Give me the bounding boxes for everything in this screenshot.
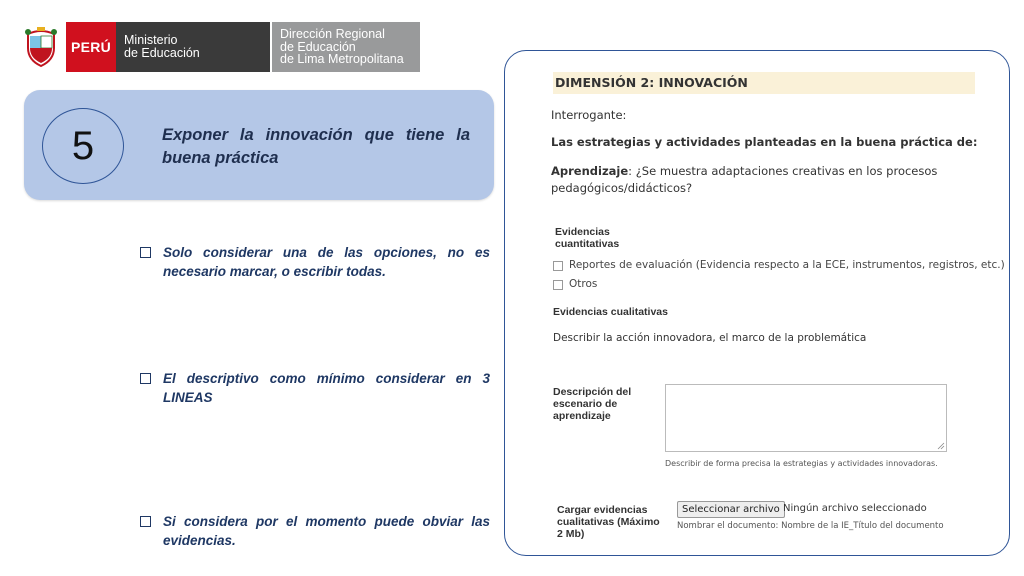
coat-of-arms-icon [22, 26, 60, 68]
aprendizaje-text: : ¿Se muestra adaptaciones creativas en los procesos [628, 164, 938, 178]
file-hint: Nombrar el documento: Nombre de la IE_Título del documento [677, 521, 944, 531]
form-screenshot-panel [504, 50, 1010, 556]
dre-line-1: Dirección Regional [280, 27, 385, 42]
aprendizaje-label: Aprendizaje [551, 164, 629, 178]
descripcion-line-1: Descripción del [553, 386, 632, 398]
dre-name [272, 22, 420, 72]
descripcion-line-3: aprendizaje [553, 410, 611, 422]
textarea-hint: Describir de forma precisa la estrategias y actividades innovadoras. [665, 459, 938, 468]
checkbox-bullet-icon [140, 373, 151, 384]
strategies-text: Las estrategias y actividades planteadas en la buena práctica de: [551, 135, 978, 149]
cargar-line-1: Cargar evidencias [557, 504, 648, 516]
descripcion-line-2: escenario de [553, 398, 618, 410]
dre-line-2: de Educación [280, 39, 356, 54]
file-status: Ningún archivo seleccionado [783, 503, 927, 514]
dimension-title: DIMENSIÓN 2: INNOVACIÓN [553, 72, 975, 94]
otros-checkbox-label: Otros [569, 278, 598, 290]
cargar-line-2: cualitativas (Máximo [557, 516, 660, 528]
bullet-text: Solo considerar una de las opciones, no es necesario marcar, o escribir todas. [163, 245, 490, 279]
ministry-line-2: de Educación [124, 46, 200, 60]
cargar-line-3: 2 Mb) [557, 528, 585, 540]
reportes-checkbox[interactable] [553, 261, 563, 271]
select-file-button[interactable]: Seleccionar archivo [677, 501, 785, 518]
step-box [24, 90, 494, 200]
interrogante-label: Interrogante: [551, 108, 627, 122]
evidencias-cuantitativas-line-2: cuantitativas [555, 238, 620, 250]
evidencias-cualitativas-label: Evidencias cualitativas [553, 306, 668, 318]
bullet-item-1 [140, 243, 490, 281]
evidencias-cuantitativas-label [555, 226, 619, 250]
peru-label: PERÚ [66, 22, 116, 72]
aprendizaje-question [551, 163, 937, 197]
ministry-name [116, 22, 270, 72]
evidencias-cuantitativas-line-1: Evidencias [555, 226, 610, 238]
cargar-evidencias-label [557, 504, 660, 540]
bullet-text: El descriptivo como mínimo considerar en 3 LINEAS [163, 371, 490, 405]
checkbox-bullet-icon [140, 516, 151, 527]
ministry-line-1: Ministerio [124, 33, 178, 47]
dre-line-3: de Lima Metropolitana [280, 52, 404, 67]
checkbox-bullet-icon [140, 247, 151, 258]
resize-grip-icon[interactable] [937, 442, 945, 450]
step-number: 5 [42, 108, 124, 184]
descripcion-textarea[interactable] [665, 384, 947, 452]
bullet-item-3 [140, 512, 490, 550]
ministry-logo [22, 22, 420, 72]
describir-text: Describir la acción innovadora, el marco de la problemática [553, 332, 867, 344]
reportes-checkbox-label: Reportes de evaluación (Evidencia respecto a la ECE, instrumentos, registros, etc.) [569, 259, 1005, 271]
descripcion-label [553, 386, 631, 422]
bullet-item-2 [140, 369, 490, 407]
step-title: Exponer la innovación que tiene la buena práctica [162, 126, 470, 167]
otros-checkbox[interactable] [553, 280, 563, 290]
bullet-text: Si considera por el momento puede obviar las evidencias. [163, 514, 490, 548]
aprendizaje-text-2: pedagógicos/didácticos? [551, 181, 693, 195]
